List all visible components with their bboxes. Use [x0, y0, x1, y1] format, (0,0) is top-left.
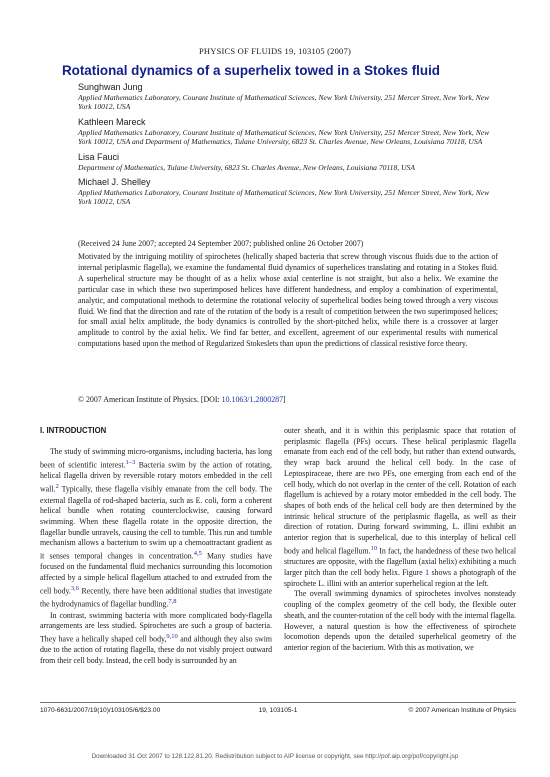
body-paragraph: The overall swimming dynamics of spirochetes involves nonsteady coupling of the complex geometry of the cell body, the flexible outer sheath, and the counter-rotation of the cell body with the internal flagella. However, a natural question is how the effectiveness of spirochete locomotion depends upon the detailed superhelical geometry of the anterior region of the bacterium. With this as motivation, we — [284, 589, 516, 652]
citation-link[interactable]: 3,6 — [70, 584, 80, 592]
text-run: Recently, there have been additional studies that investigate the hydrodynamics of flagellar bundling. — [40, 586, 272, 609]
footer-rule — [40, 702, 516, 703]
author-affiliation: Applied Mathematics Laboratory, Courant Institute of Mathematical Sciences, New York University, 251 Mercer Street, New York, New York 10012, USA — [78, 188, 490, 207]
text-run: and although they also swim due to the action of rotating flagella, these do not visibly project outward from their cell body. Instead, the cell body is surrounded by an — [40, 634, 272, 666]
doi-prefix: [DOI: — [200, 395, 222, 404]
author-block — [78, 82, 498, 112]
footer-issn: 1070-6631/2007/19(10)/103105/6/$23.00 — [40, 707, 161, 714]
article-title: Rotational dynamics of a superhelix towed in a Stokes fluid — [62, 63, 440, 78]
author-block — [78, 177, 498, 207]
text-run: The study of swimming micro-organisms, including bacteria, has long been of scientific interest. — [40, 447, 272, 470]
body-paragraph — [40, 447, 272, 610]
author-list — [78, 82, 498, 212]
text-run: In contrast, swimming bacteria with more complicated body-flagella arrangements are less studied. Spirochetes are such a group of bacteria. They have a helically shaped cell body, — [40, 610, 272, 644]
citation-link[interactable]: 10 — [370, 544, 378, 552]
doi-suffix: ] — [283, 395, 286, 404]
author-name: Sunghwan Jung — [78, 82, 143, 92]
doi-link[interactable]: 10.1063/1.2800287 — [221, 395, 284, 404]
author-block — [78, 117, 498, 147]
right-column — [284, 426, 516, 654]
text-run: outer sheath, and it is within this periplasmic space that rotation of periplasmic flagella (PFs) occurs. These helical periplasmic flagella emanate from each end of the cell body, but rather than extend outwards, they wrap back around the helical cell body. In the case of Leptospiraceae, there are two PFs, one emerging from each end of the cell body, which do not overlap in the center of the cell. Rotation of each flagellum is achieved by a rotary motor embedded in the cell body. The shapes of both ends of the helical cell body are then determined by the intrinsic helical structure of the periplasmic flagella, as well as their direction of rotation. During forward swimming, L. illini exhibit an anterior region that is superhelical, due to this interplay of helical cell body and helical flagellum. — [284, 426, 516, 556]
text-run: Typically, these flagella visibly emanate from the cell body. The external flagella of rod-shaped bacteria, such as E. coli, form a coherent helical bundle when rotating counterclockwise, causing forward swimming. When these flagella rotate in the opposite direction, the flagellar bundle unravels, causing the cell to tumble. This run and tumble mechanism allows a bacterium to swim up a chemoattractant gradient as it senses temporal changes in concentration. — [40, 484, 272, 561]
citation-link[interactable]: 4,5 — [193, 550, 202, 558]
copyright-text: © 2007 American Institute of Physics. — [78, 395, 199, 404]
author-name: Kathleen Mareck — [78, 116, 146, 127]
body-paragraph — [284, 426, 516, 589]
author-affiliation: Applied Mathematics Laboratory, Courant Institute of Mathematical Sciences, New York University, 251 Mercer Street, New York, New York 10012, USA and Department of Mathematics, Tulane University, 6823 St. Charles Avenue, New Orleans, Louisiana 70118, USA — [78, 127, 490, 147]
journal-header: PHYSICS OF FLUIDS 19, 103105 (2007) — [199, 46, 351, 56]
text-run: Bacteria swim by the action of rotating, helical flagella driven by reversible rotary motors embedded in the cell wall. — [40, 460, 272, 494]
author-affiliation: Applied Mathematics Laboratory, Courant Institute of Mathematical Sciences, New York University, 251 Mercer Street, New York, New York 10012, USA — [78, 93, 490, 112]
author-name: Lisa Fauci — [78, 151, 120, 162]
citation-link[interactable]: 1–3 — [125, 459, 136, 467]
body-paragraph — [40, 611, 272, 667]
received-dates: (Received 24 June 2007; accepted 24 September 2007; published online 26 October 2007) — [78, 239, 364, 248]
citation-link[interactable]: 9,10 — [166, 632, 178, 640]
figure-link[interactable]: 1 — [425, 567, 430, 577]
text-run: In fact, the handedness of these two helical structures are opposite, with the flagellum (axial helix) exhibiting a much larger pitch than the cell body helix. Figure — [284, 546, 516, 577]
footer-page-number: 19, 103105-1 — [258, 707, 298, 714]
left-column — [40, 426, 272, 667]
abstract-copyright — [78, 395, 498, 405]
author-name: Michael J. Shelley — [78, 177, 151, 188]
download-note: Downloaded 31 Oct 2007 to 128.122.81.20. Redistribution subject to AIP license or copyright, see http://pof.aip.org/pof/copyright.jsp — [91, 753, 459, 760]
text-run: Many studies have focused on the fundamental fluid mechanics surrounding this locomotion affected by a simple helical flagellum attached to and extruded from the cell body. — [40, 551, 273, 596]
citation-link[interactable]: 7,8 — [168, 598, 177, 606]
section-heading: I. INTRODUCTION — [40, 426, 107, 435]
author-block — [78, 152, 498, 172]
footer-copyright: © 2007 American Institute of Physics — [408, 707, 516, 714]
text-run: shows a photograph of the spirochete L. illini with an anterior superhelical region at the left. — [284, 567, 516, 588]
author-affiliation: Department of Mathematics, Tulane University, 6823 St. Charles Avenue, New Orleans, Louisiana 70118, USA — [78, 162, 415, 172]
abstract: Motivated by the intriguing motility of spirochetes (helically shaped bacteria that screw through viscous fluids due to the action of internal periplasmic flagella), we examine the fundamental fluid dynamics of superhelices translating and rotating in a Stokes fluid. A superhelical structure may be thought of as a helix whose axial centerline is not straight, but also a helix. We examine the particular case in which these two superimposed helices have different handedness, and employ a combination of experimental, analytic, and computational methods to determine the rotational velocity of superhelical bodies being towed through a very viscous fluid. We find that the direction and rate of the rotation of the body is a result of competition between the two superimposed helices; for small axial helix amplitude, the body dynamics is controlled by the short-pitched helix, while there is a crossover at larger amplitude to control by the axial helix. We find far better, and excellent, agreement of our experimental results with numerical computations based upon the method of Regularized Stokeslets than upon the predictions of classical resistive force theory. — [78, 252, 498, 349]
citation-link[interactable]: 2 — [55, 483, 59, 491]
